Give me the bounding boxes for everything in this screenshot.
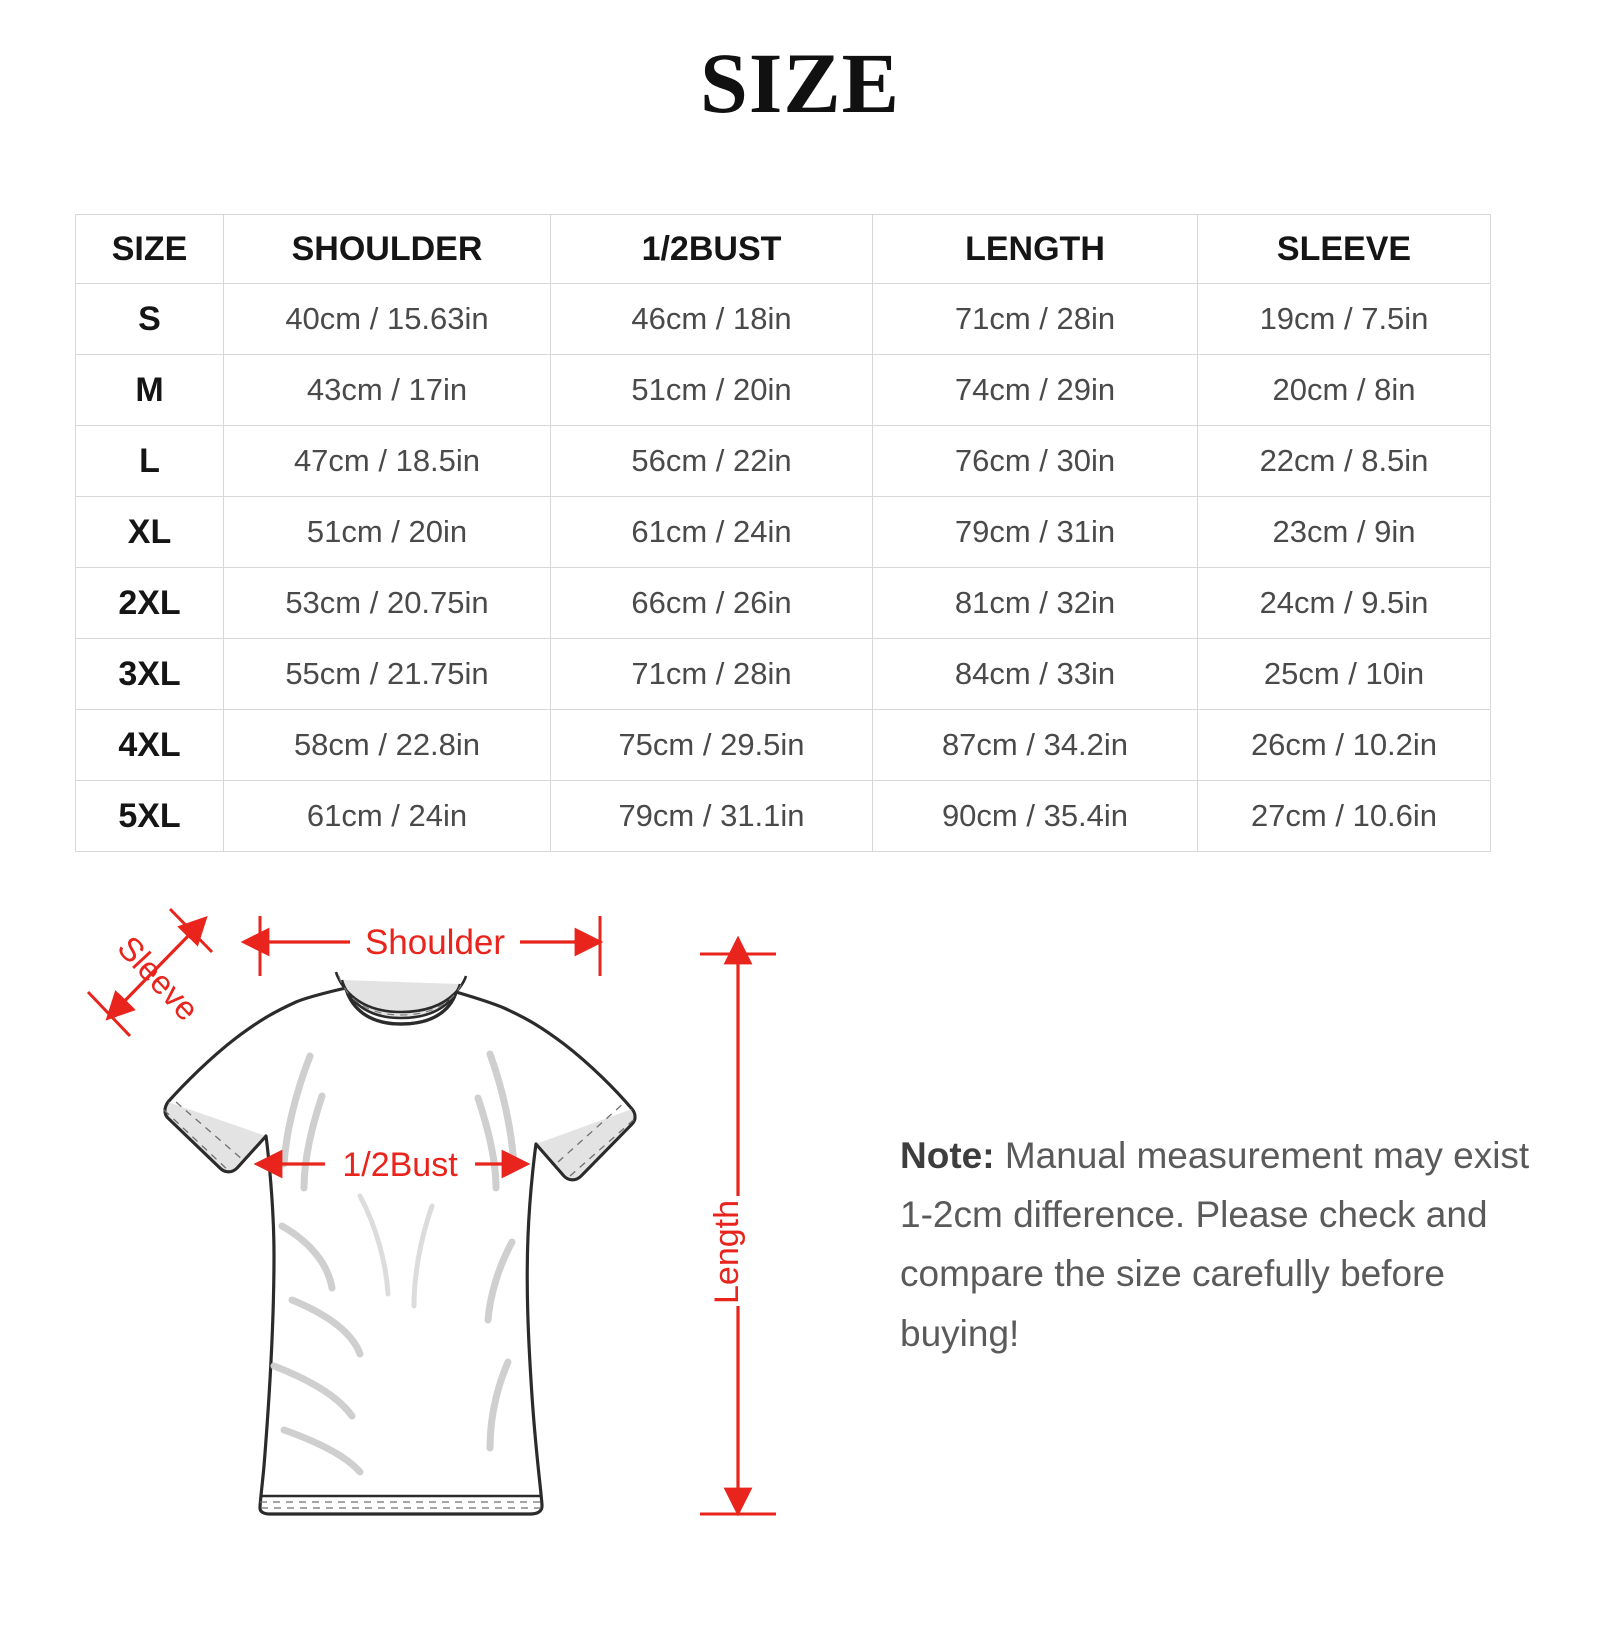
- measurement-note: [900, 1126, 1540, 1363]
- cell-length: 79cm / 31in: [873, 497, 1198, 568]
- cell-shoulder: 47cm / 18.5in: [224, 426, 551, 497]
- table-row: [76, 781, 1491, 852]
- cell-half-bust: 75cm / 29.5in: [551, 710, 873, 781]
- cell-size: XL: [76, 497, 224, 568]
- cell-length: 76cm / 30in: [873, 426, 1198, 497]
- table-row: [76, 284, 1491, 355]
- cell-size: S: [76, 284, 224, 355]
- cell-shoulder: 40cm / 15.63in: [224, 284, 551, 355]
- column-header-length: LENGTH: [873, 215, 1198, 284]
- cell-shoulder: 58cm / 22.8in: [224, 710, 551, 781]
- tshirt-illustration: [164, 972, 638, 1514]
- tshirt-measurement-diagram: [60, 896, 820, 1596]
- table-header-row: [76, 215, 1491, 284]
- table-row: [76, 426, 1491, 497]
- label-shoulder: Shoulder: [364, 923, 506, 962]
- size-chart-table-wrapper: [75, 214, 1490, 852]
- cell-half-bust: 71cm / 28in: [551, 639, 873, 710]
- cell-half-bust: 51cm / 20in: [551, 355, 873, 426]
- cell-shoulder: 43cm / 17in: [224, 355, 551, 426]
- cell-sleeve: 23cm / 9in: [1198, 497, 1491, 568]
- cell-length: 84cm / 33in: [873, 639, 1198, 710]
- measure-length: [700, 954, 776, 1514]
- cell-size: 3XL: [76, 639, 224, 710]
- cell-shoulder: 53cm / 20.75in: [224, 568, 551, 639]
- size-chart-table: [75, 214, 1491, 852]
- column-header-shoulder: SHOULDER: [224, 215, 551, 284]
- label-length: Length: [708, 1200, 746, 1304]
- cell-length: 87cm / 34.2in: [873, 710, 1198, 781]
- cell-shoulder: 61cm / 24in: [224, 781, 551, 852]
- cell-length: 74cm / 29in: [873, 355, 1198, 426]
- measure-shoulder: [260, 916, 600, 976]
- cell-half-bust: 56cm / 22in: [551, 426, 873, 497]
- measure-sleeve: [88, 909, 212, 1036]
- table-row: [76, 639, 1491, 710]
- column-header-size: SIZE: [76, 215, 224, 284]
- cell-sleeve: 25cm / 10in: [1198, 639, 1491, 710]
- cell-half-bust: 66cm / 26in: [551, 568, 873, 639]
- cell-sleeve: 19cm / 7.5in: [1198, 284, 1491, 355]
- cell-shoulder: 51cm / 20in: [224, 497, 551, 568]
- cell-half-bust: 61cm / 24in: [551, 497, 873, 568]
- cell-length: 90cm / 35.4in: [873, 781, 1198, 852]
- cell-sleeve: 27cm / 10.6in: [1198, 781, 1491, 852]
- table-row: [76, 355, 1491, 426]
- note-text: Manual measurement may exist 1-2cm difference. Please check and compare the size carefully before buying!: [900, 1135, 1530, 1354]
- cell-sleeve: 24cm / 9.5in: [1198, 568, 1491, 639]
- cell-half-bust: 79cm / 31.1in: [551, 781, 873, 852]
- label-half-bust: 1/2Bust: [342, 1146, 458, 1184]
- cell-sleeve: 22cm / 8.5in: [1198, 426, 1491, 497]
- cell-half-bust: 46cm / 18in: [551, 284, 873, 355]
- cell-size: 5XL: [76, 781, 224, 852]
- cell-size: L: [76, 426, 224, 497]
- column-header-half-bust: 1/2BUST: [551, 215, 873, 284]
- cell-size: M: [76, 355, 224, 426]
- cell-size: 4XL: [76, 710, 224, 781]
- cell-size: 2XL: [76, 568, 224, 639]
- cell-length: 71cm / 28in: [873, 284, 1198, 355]
- cell-length: 81cm / 32in: [873, 568, 1198, 639]
- label-sleeve: Sleeve: [110, 928, 207, 1028]
- table-row: [76, 710, 1491, 781]
- column-header-sleeve: SLEEVE: [1198, 215, 1491, 284]
- table-row: [76, 497, 1491, 568]
- note-label: Note:: [900, 1135, 995, 1176]
- cell-shoulder: 55cm / 21.75in: [224, 639, 551, 710]
- cell-sleeve: 26cm / 10.2in: [1198, 710, 1491, 781]
- cell-sleeve: 20cm / 8in: [1198, 355, 1491, 426]
- table-row: [76, 568, 1491, 639]
- page-title: SIZE: [699, 35, 901, 131]
